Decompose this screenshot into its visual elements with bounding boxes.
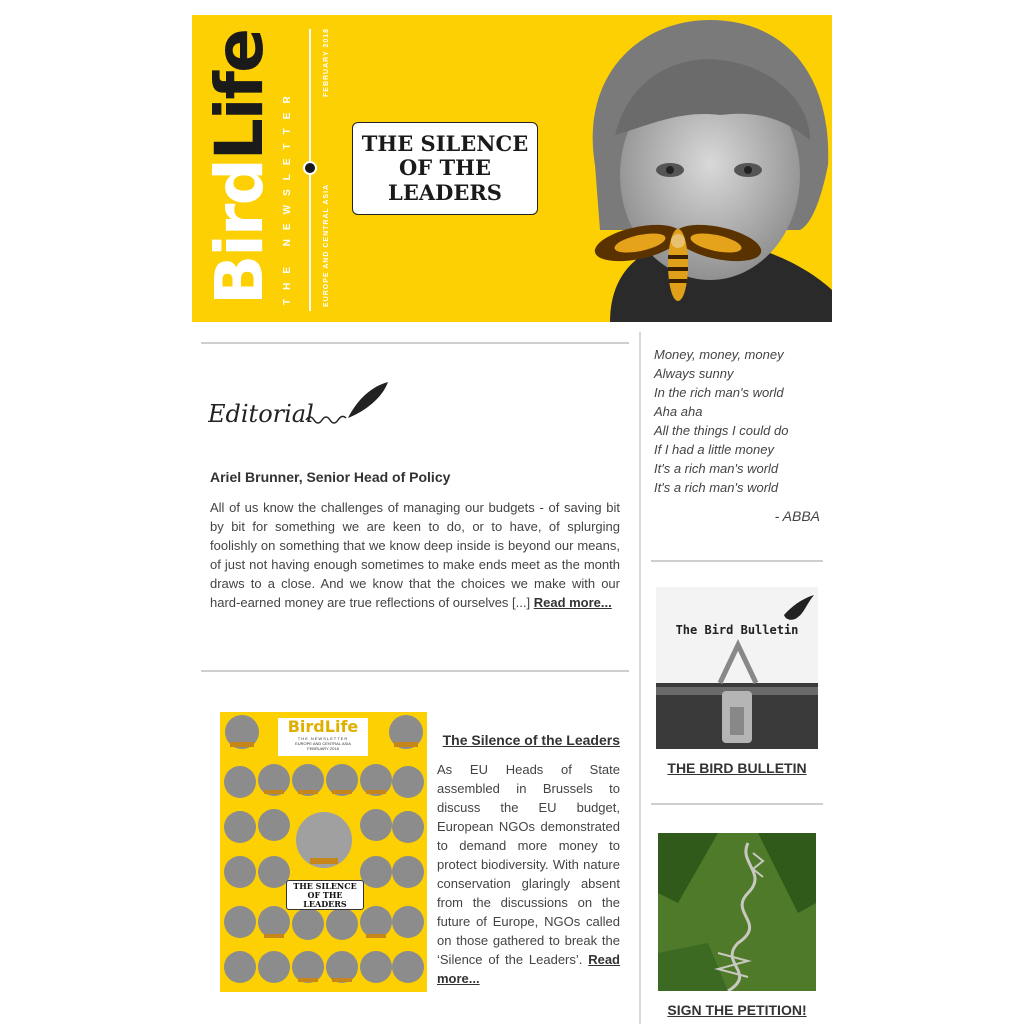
leaders-grid-image <box>220 712 427 992</box>
bird-bulletin-image-text: The Bird Bulletin <box>675 623 799 637</box>
quote-line: If I had a little money <box>654 442 774 457</box>
cover-brand: BirdLife <box>287 717 359 736</box>
quote-attribution: - ABBA <box>774 508 820 524</box>
article-title-link[interactable]: The Silence of the Leaders <box>442 732 620 748</box>
sidebar-quote <box>654 345 824 497</box>
cover-title: THE SILENCE OF THE LEADERS <box>293 880 357 909</box>
editorial-read-more-link[interactable]: Read more... <box>533 595 612 610</box>
bird-icon <box>784 595 814 620</box>
quote-line: It's a rich man's world <box>654 461 779 476</box>
article-body-text: As EU Heads of State assembled in Brussels to discuss the EU budget, European NGOs demonstrated to demand more money to protect biodiversity. With nature conservation glaringly absent from the discussions on the future of Europe, NGOs called on those gathered to break the ‘Silence of the Leaders’. <box>437 762 620 967</box>
banner-date: FEBRUARY 2018 <box>323 27 330 97</box>
feather-quill-icon <box>348 382 388 418</box>
banner-divider-dot <box>303 161 317 175</box>
cover-date: FEBRUARY 2018 <box>307 746 339 751</box>
sidebar-divider-1 <box>651 560 823 562</box>
article-read-more-link[interactable]: Read more... <box>437 952 620 986</box>
editorial-body-text: All of us know the challenges of managing our budgets - of saving bit by bit for something we are keen to do, or to have, of splurging foolishly on something that we know deep inside is beyond our means, of just not having enough sometimes to make ends meet as the month draws to a close. And we know that the choices we make with our hard-earned money are true reflections of ourselves [...] <box>210 500 620 610</box>
brand-bird: Bird <box>201 160 278 305</box>
petition-landscape-image[interactable] <box>658 833 816 991</box>
quote-line: Aha aha <box>654 404 703 419</box>
editorial-logo-text: Editorial <box>208 400 314 428</box>
editorial-logo <box>208 378 393 438</box>
bird-bulletin-link[interactable]: THE BIRD BULLETIN <box>667 760 807 776</box>
cover-region: EUROPE AND CENTRAL ASIA <box>295 741 351 746</box>
editorial-top-divider <box>201 342 629 344</box>
leader-portrait-image <box>570 15 832 322</box>
newsletter-cover-image[interactable] <box>220 712 427 992</box>
cover-title-box <box>286 880 364 910</box>
birdlife-logo <box>201 30 278 305</box>
bird-bulletin-image[interactable] <box>656 587 818 749</box>
column-divider <box>639 332 641 1024</box>
editorial-body <box>210 498 620 612</box>
newsletter-tagline: THE NEWSLETTER <box>282 87 293 305</box>
sign-petition-link[interactable]: SIGN THE PETITION! <box>667 1002 807 1018</box>
article-top-divider <box>201 670 629 672</box>
quote-line: Always sunny <box>654 366 734 381</box>
article-body <box>437 760 620 988</box>
banner-region: EUROPE AND CENTRAL ASIA <box>323 183 330 307</box>
brand-life: Life <box>201 30 278 161</box>
quote-line: All the things I could do <box>654 423 789 438</box>
quote-line: It's a rich man's world <box>654 480 779 495</box>
sidebar-divider-2 <box>651 803 823 805</box>
quote-line: In the rich man's world <box>654 385 784 400</box>
quote-line: Money, money, money <box>654 347 784 362</box>
banner-title: THE SILENCE OF THE LEADERS <box>361 131 529 205</box>
newsletter-banner <box>192 15 832 322</box>
editorial-author: Ariel Brunner, Senior Head of Policy <box>210 469 451 485</box>
banner-title-box <box>352 122 538 215</box>
cover-tagline: THE NEWSLETTER <box>297 736 349 741</box>
